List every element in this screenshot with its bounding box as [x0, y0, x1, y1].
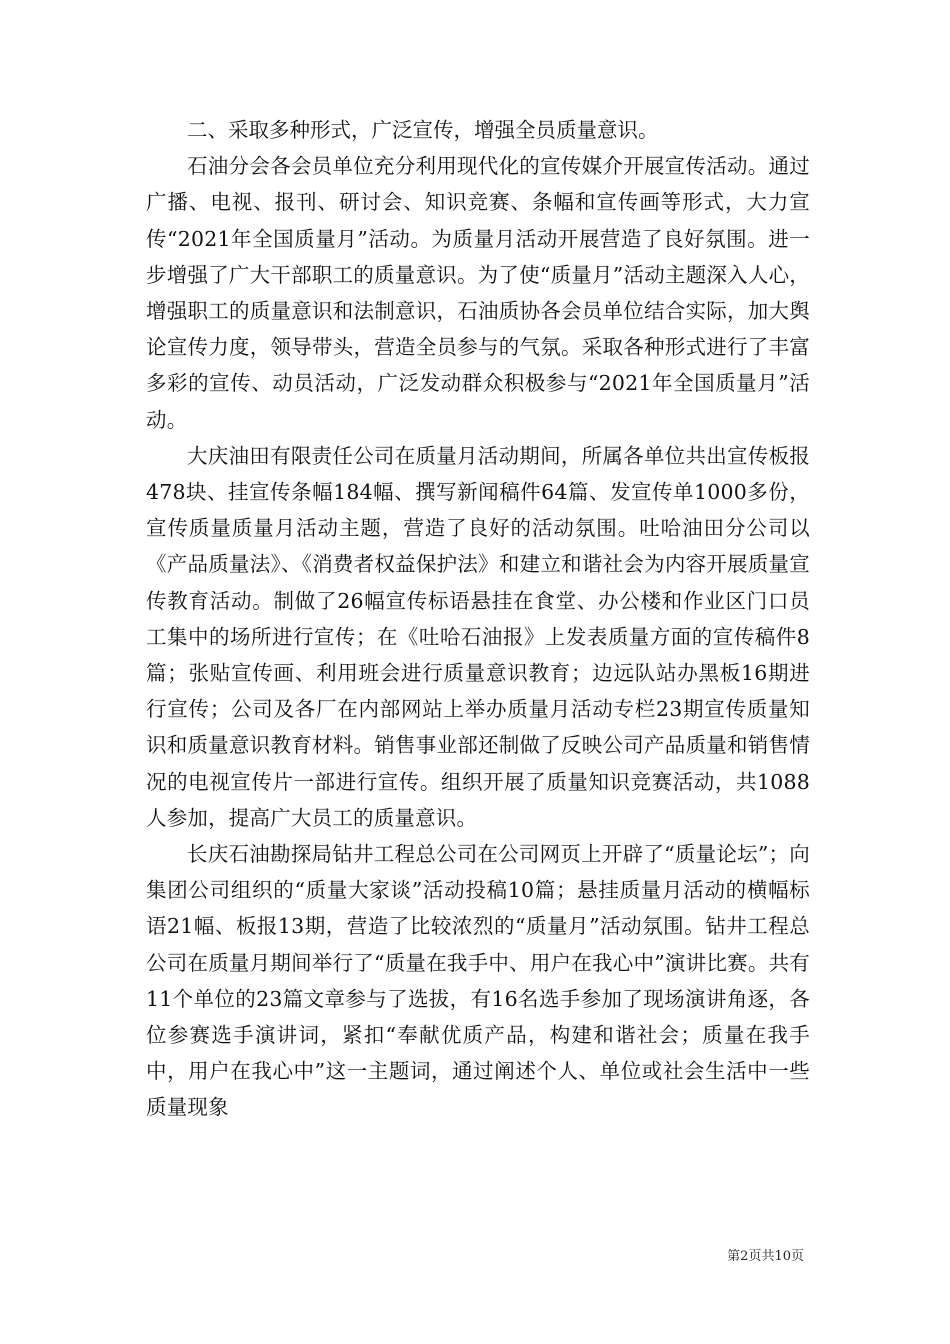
paragraph-3: 长庆石油勘探局钻井工程总公司在公司网页上开辟了“质量论坛”；向集团公司组织的“质量大家谈”活动投稿10篇；悬挂质量月活动的横幅标语21幅、板报13期，营造了比较浓烈的“质量月”活动氛围。钻井工程总公司在质量月期间举行了“质量在我手中、用户在我心中”演讲比赛。共有11个单位的23篇文章参与了选拔，有16名选手参加了现场演讲角逐，各位参赛选手演讲词，紧扣“奉献优质产品，构建和谐社会；质量在我手中，用户在我心中”这一主题词，通过阐述个人、单位或社会生活中一些质量现象 [146, 842, 810, 1120]
paragraph-1: 石油分会各会员单位充分利用现代化的宣传媒介开展宣传活动。通过广播、电视、报刊、研讨会、知识竞赛、条幅和宣传画等形式，大力宣传“2021年全国质量月”活动。为质量月活动开展营造了良好氛围。进一步增强了广大干部职工的质量意识。为了使“质量月”活动主题深入人心，增强职工的质量意识和法制意识，石油质协各会员单位结合实际，加大舆论宣传力度，领导带头，营造全员参与的气氛。采取各种形式进行了丰富多彩的宣传、动员活动，广泛发动群众积极参与“2021年全国质量月”活动。 [146, 154, 810, 432]
section-heading: 二、采取多种形式，广泛宣传，增强全员质量意识。 [187, 118, 659, 142]
document-body [146, 112, 810, 1126]
paragraph-2: 大庆油田有限责任公司在质量月活动期间，所属各单位共出宣传板报478块、挂宣传条幅184幅、撰写新闻稿件64篇、发宣传单1000多份，宣传质量质量月活动主题，营造了良好的活动氛围。吐哈油田分公司以《产品质量法》、《消费者权益保护法》和建立和谐社会为内容开展质量宣传教育活动。制做了26幅宣传标语悬挂在食堂、办公楼和作业区门口员工集中的场所进行宣传；在《吐哈石油报》上发表质量方面的宣传稿件8篇；张贴宣传画、利用班会进行质量意识教育；边远队站办黑板16期进行宣传；公司及各厂在内部网站上举办质量月活动专栏23期宣传质量知识和质量意识教育材料。销售事业部还制做了反映公司产品质量和销售情况的电视宣传片一部进行宣传。组织开展了质量知识竞赛活动，共1088人参加，提高广大员工的质量意识。 [146, 443, 810, 830]
page-number: 第2页共10页 [727, 1249, 804, 1264]
